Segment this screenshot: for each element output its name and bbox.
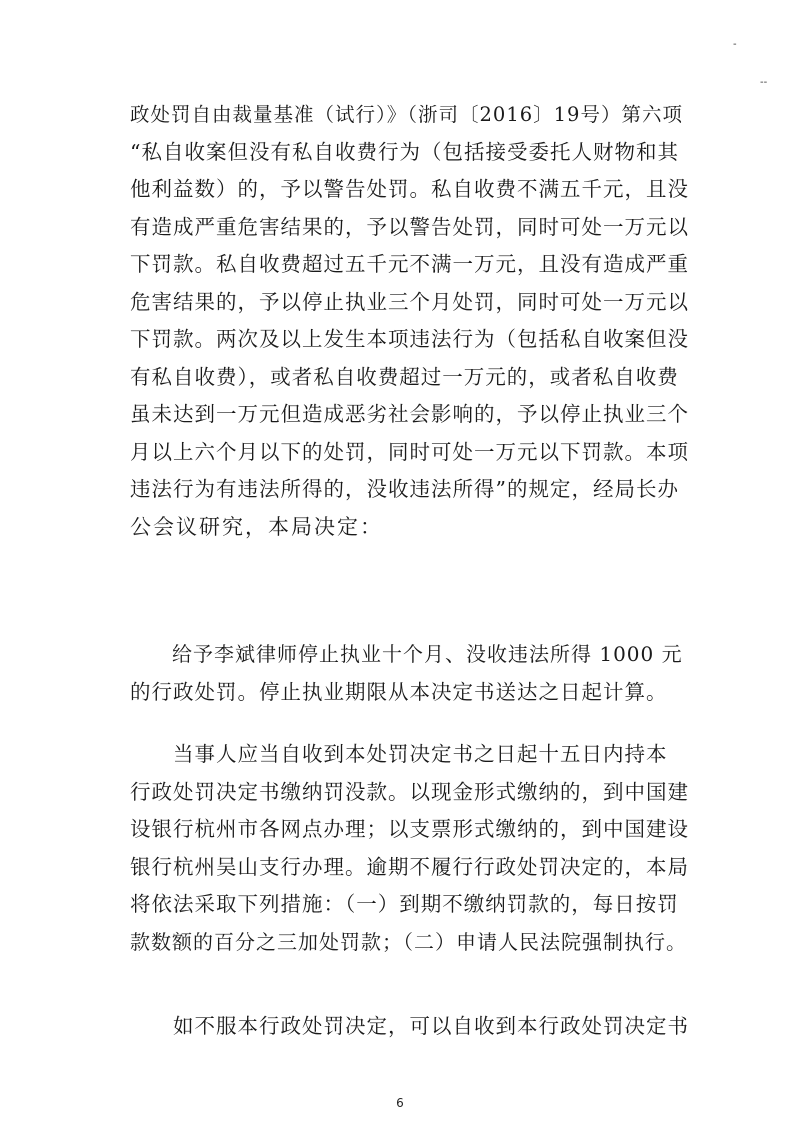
text-line: 下罚款。私自收费超过五千元不满一万元，且没有造成严重 xyxy=(130,252,689,276)
text-line: 给予李斌律师停止执业十个月、没收违法所得 1000 元 xyxy=(130,642,683,666)
paragraph-decision xyxy=(130,636,695,711)
paragraph-appeal xyxy=(130,1008,695,1046)
text-line: 当事人应当自收到本处罚决定书之日起十五日内持本 xyxy=(130,742,668,766)
text-line: 银行杭州吴山支行办理。逾期不履行行政处罚决定的，本局 xyxy=(130,854,689,879)
text-line: 公会议研究，本局决定： xyxy=(130,514,383,539)
text-line: 虽未达到一万元但造成恶劣社会影响的，予以停止执业三个 xyxy=(130,402,689,426)
text-line: 有造成严重危害结果的，予以警告处罚，同时可处一万元以 xyxy=(130,214,689,239)
text-line: “私自收案但没有私自收费行为（包括接受委托人财物和其 xyxy=(130,139,679,164)
text-line: 有私自收费），或者私自收费超过一万元的，或者私自收费 xyxy=(130,364,679,389)
text-line: 设银行杭州市各网点办理；以支票形式缴纳的，到中国建设 xyxy=(130,817,689,841)
text-line: 他利益数）的，予以警告处罚。私自收费不满五千元，且没 xyxy=(130,177,689,201)
paragraph-payment xyxy=(130,736,695,961)
text-line: 下罚款。两次及以上发生本项违法行为（包括私自收案但没 xyxy=(130,327,689,351)
text-line: 如不服本行政处罚决定，可以自收到本行政处罚决定书 xyxy=(130,1014,689,1038)
text-line: 危害结果的，予以停止执业三个月处罚，同时可处一万元以 xyxy=(130,289,689,314)
text-line: 款数额的百分之三加处罚款；（二）申请人民法院强制执行。 xyxy=(130,929,687,954)
scan-mark: -- xyxy=(760,77,768,88)
text-line: 的行政处罚。停止执业期限从本决定书送达之日起计算。 xyxy=(130,679,668,704)
text-line: 月以上六个月以下的处罚，同时可处一万元以下罚款。本项 xyxy=(130,439,689,464)
text-line: 政处罚自由裁量基准（试行）》（浙司〔2016〕19号）第六项 xyxy=(130,103,683,126)
text-line: 违法行为有违法所得的，没收违法所得”的规定，经局长办 xyxy=(130,477,679,501)
scan-mark: - xyxy=(733,39,737,50)
paragraph-legal-basis xyxy=(130,96,695,546)
page-number: 6 xyxy=(396,1096,404,1110)
text-line: 将依法采取下列措施：（一）到期不缴纳罚款的，每日按罚 xyxy=(130,892,679,916)
text-line: 行政处罚决定书缴纳罚没款。以现金形式缴纳的，到中国建 xyxy=(130,779,689,804)
